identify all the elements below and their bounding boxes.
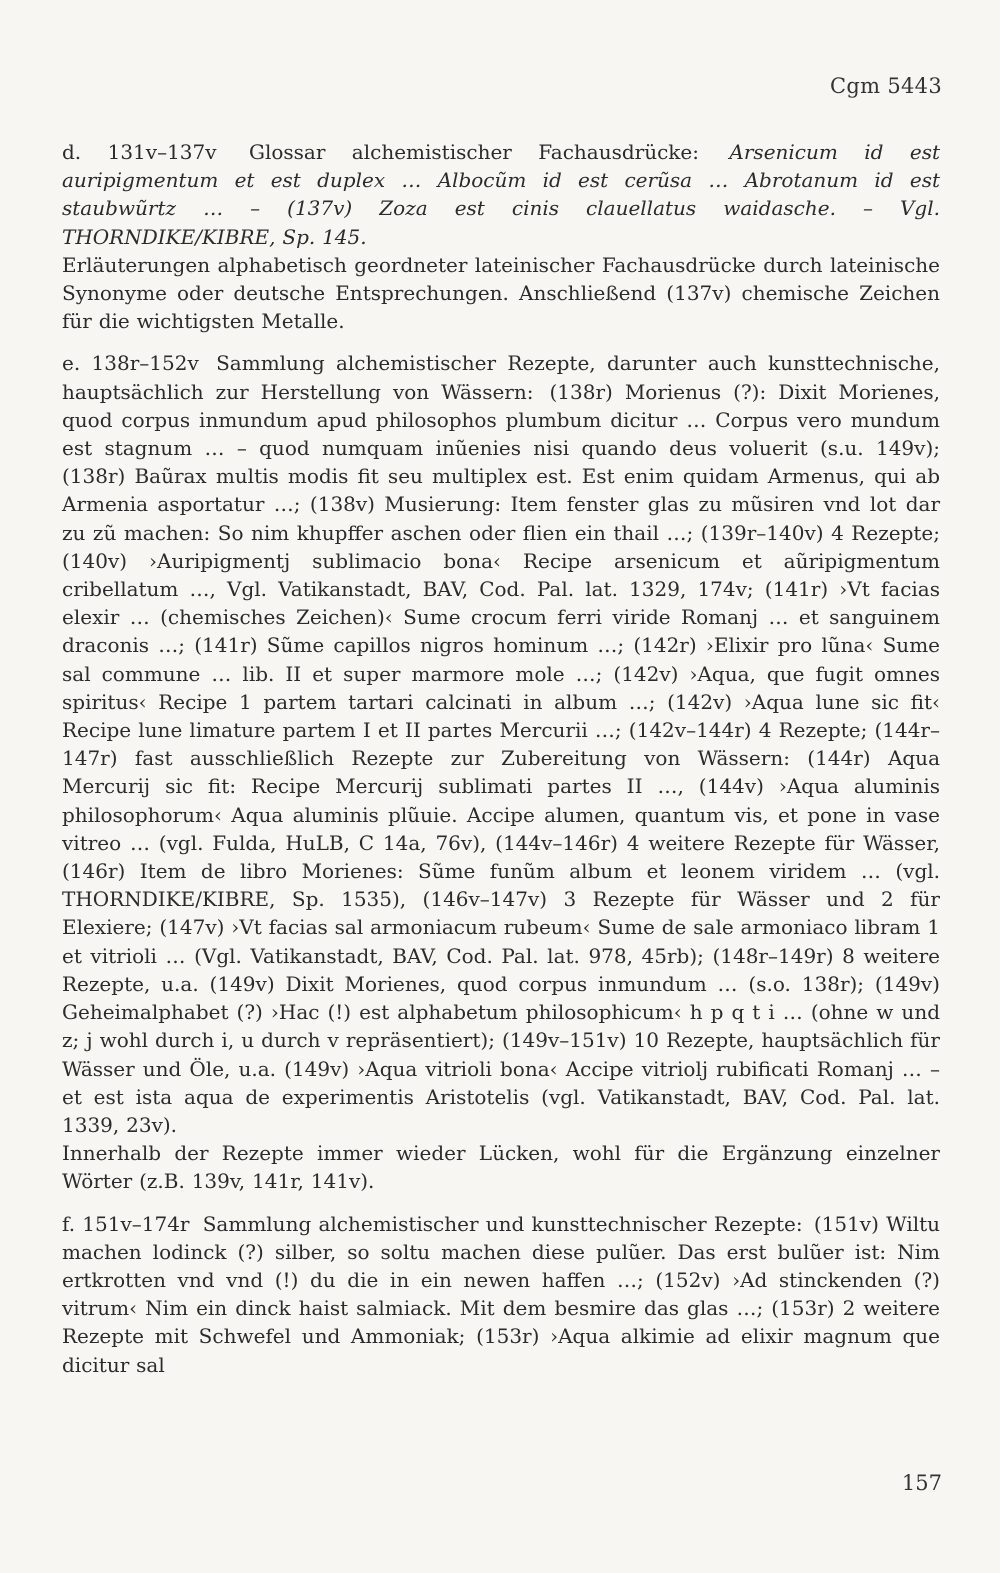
catalogue-entry-d (62, 138, 940, 335)
folio-range: 138r–152v (91, 351, 199, 376)
entry-title: Sammlung alchemistischer Rezepte, darunter auch kunsttechnische, hauptsächlich zur Herstellung von Wässern: (62, 351, 940, 404)
page-header-shelfmark: Cgm 5443 (830, 74, 942, 98)
catalogue-entry-f (62, 1210, 940, 1379)
catalogue-entry-e (62, 349, 940, 1195)
catalogue-content (62, 138, 940, 1393)
entry-label: d. (62, 140, 82, 164)
entry-label: e. (62, 351, 81, 376)
entry-body: (151v) Wiltu machen lodinck (?) silber, so soltu machen diese pulũer. Das erst bulũer ist: Nim ertkrotten vnd vnd (!) du die in ein newen haffen …; (152v) ›Ad stinckenden (?) vitrum‹ Nim ein dinck haist salmiack. Mit dem besmire das glas …; (153r) 2 weitere Rezepte mit Schwefel und Ammoniak; (153r) ›Aqua alkimie ad elixir magnum que dicitur sal (62, 1211, 941, 1377)
entry-label: f. (62, 1211, 76, 1236)
entry-head (62, 349, 940, 1139)
entry-incipit: Arsenicum id est auripigmentum et est duplex … Albocũm id est cerũsa … Abrotanum id est staubwũrtz … – (137v) Zoza est cinis clauellatus waidasche. – Vgl. THORNDIKE/KIBRE, Sp. 145. (62, 140, 941, 249)
entry-title: Sammlung alchemistischer und kunsttechnischer Rezepte: (202, 1211, 803, 1236)
entry-head (62, 1210, 940, 1379)
folio-range: 151v–174r (82, 1211, 190, 1236)
folio-range: 131v–137v (107, 140, 217, 164)
entry-note: Erläuterungen alphabetisch geordneter lateinischer Fachausdrücke durch lateinische Synonyme oder deutsche Entsprechungen. Anschließend (137v) chemische Zeichen für die wichtigsten Metalle. (62, 252, 940, 334)
entry-body: (138r) Morienus (?): Dixit Morienes, quod corpus inmundum apud philosophos plumbum dicitur … Corpus vero mundum est stagnum … – quod numquam inũenies nisi quando deus voluerit (s.u. 149v); (138r) Baũrax multis modis fit seu multiplex est. Est enim quidam Armenus, qui ab Armenia asportatur …; (138v) Musierung: Item fenster glas zu mũsiren vnd lot dar zu zũ machen: So nim khupffer aschen oder flien ein thail …; (139r–140v) 4 Rezepte; (140v) ›Auripigmentj sublimacio bona‹ Recipe arsenicum et aũripigmentum cribellatum …, Vgl. Vatikanstadt, BAV, Cod. Pal. lat. 1329, 174v; (141r) ›Vt facias elexir … (chemisches Zeichen)‹ Sume crocum ferri viride Romanj … et sanguinem draconis …; (141r) Sũme capillos nigros hominum …; (142r) ›Elixir pro lũna‹ Sume sal commune … lib. II et super marmore mole …; (142v) ›Aqua, que fugit omnes spiritus‹ Recipe 1 partem tartari calcinati in album …; (142v) ›Aqua lune sic fit‹ Recipe lune limature partem I et II partes Mercurii …; (142v–144r) 4 Rezepte; (144r–147r) fast ausschließlich Rezepte zur Zubereitung von Wässern: (144r) Aqua Mercurij sic fit: Recipe Mercurij sublimati partes II …, (144v) ›Aqua aluminis philosophorum‹ Aqua aluminis plũuie. Accipe alumen, quantum vis, et pone in vase vitreo … (vgl. Fulda, HuLB, C 14a, 76v), (144v–146r) 4 weitere Rezepte für Wässer, (146r) Item de libro Morienes: Sũme funũm album et leonem viridem … (vgl. THORNDIKE/KIBRE, Sp. 1535), (146v–147v) 3 Rezepte für Wässer und 2 für Elexiere; (147v) ›Vt facias sal armoniacum rubeum‹ Sume de sale armoniaco libram 1 et vitrioli … (Vgl. Vatikanstadt, BAV, Cod. Pal. lat. 978, 45rb); (148r–149r) 8 weitere Rezepte, u.a. (149v) Dixit Morienes, quod corpus inmundum … (s.o. 138r); (149v) Geheimalphabet (?) ›Hac (!) est alphabetum philosophicum‹ h p q t i … (ohne w und z; j wohl durch i, u durch v repräsentiert); (149v–151v) 10 Rezepte, hauptsächlich für Wässer und Öle, u.a. (149v) ›Aqua vitrioli bona‹ Accipe vitriolj rubificati Romanj … – et est ista aqua de experimentis Aristotelis (vgl. Vatikanstadt, BAV, Cod. Pal. lat. 1339, 23v). (62, 379, 941, 1137)
entry-note: Innerhalb der Rezepte immer wieder Lücken, wohl für die Ergänzung einzelner Wörter (z.B. 139v, 141r, 141v). (62, 1141, 940, 1194)
page-number: 157 (901, 1471, 942, 1495)
entry-title: Glossar alchemistischer Fachausdrücke: (248, 140, 699, 164)
entry-head (62, 138, 940, 251)
